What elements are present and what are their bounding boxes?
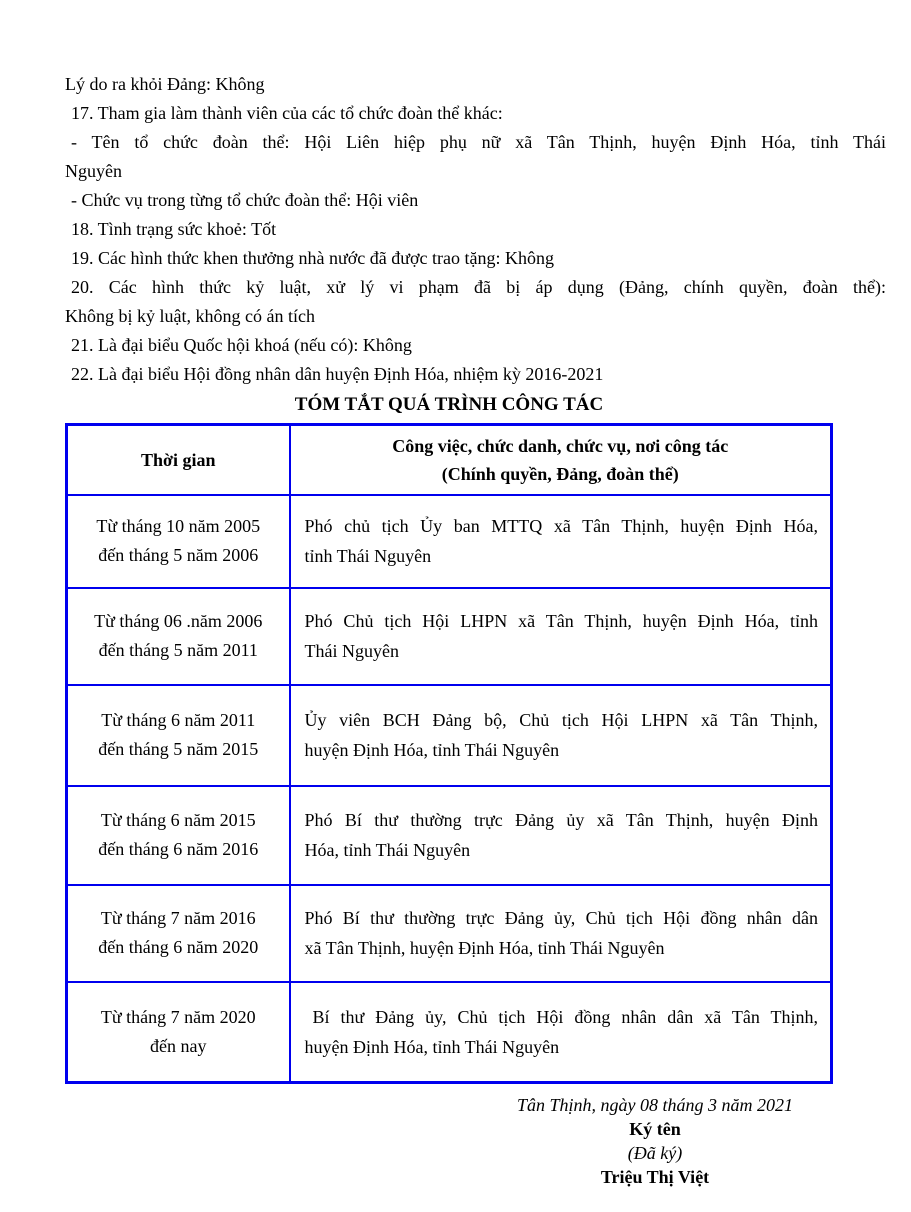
period-cell <box>67 982 290 1083</box>
job-line-1: Ủy viên BCH Đảng bộ, Chủ tịch Hội LHPN xã Tân Thịnh, <box>304 710 818 730</box>
job-line-2: huyện Định Hóa, tỉnh Thái Nguyên <box>304 1036 560 1057</box>
line-item-18-health: 18. Tình trạng sức khoẻ: Tốt <box>71 219 277 239</box>
period-cell <box>67 685 290 786</box>
table-row <box>67 786 832 885</box>
line-item-17-org-name: - Tên tổ chức đoàn thể: Hội Liên hiệp phụ nữ xã Tân Thịnh, huyện Định Hóa, tỉnh Thái <box>71 132 886 152</box>
line-item-17: 17. Tham gia làm thành viên của các tổ chức đoàn thể khác: <box>71 103 503 123</box>
period-line-2: đến tháng 5 năm 2006 <box>98 545 259 565</box>
job-cell <box>290 786 832 885</box>
signature-label: Ký tên <box>629 1119 681 1139</box>
header-cell-job <box>290 425 832 495</box>
table-header-row <box>67 425 832 495</box>
period-line-1: Từ tháng 7 năm 2016 <box>100 908 256 928</box>
table-row <box>67 885 832 982</box>
table-row <box>67 685 832 786</box>
period-line-1: Từ tháng 6 năm 2015 <box>100 810 256 830</box>
line-item-22-peoples-council: 22. Là đại biểu Hội đồng nhân dân huyện Định Hóa, nhiệm kỳ 2016-2021 <box>71 364 604 384</box>
career-summary-table <box>65 423 833 1084</box>
job-line-2: huyện Định Hóa, tỉnh Thái Nguyên <box>304 740 560 760</box>
period-cell <box>67 885 290 982</box>
signature-signed-note: (Đã ký) <box>627 1143 683 1163</box>
signature-place-date: Tân Thịnh, ngày 08 tháng 3 năm 2021 <box>516 1095 793 1115</box>
table-row <box>67 495 832 588</box>
header-job-line-1: Công việc, chức danh, chức vụ, nơi công tác <box>392 435 729 456</box>
line-item-19-awards: 19. Các hình thức khen thưởng nhà nước đã được trao tặng: Không <box>71 248 554 268</box>
period-line-1: Từ tháng 7 năm 2020 <box>100 1006 256 1027</box>
job-cell <box>290 495 832 588</box>
period-line-2: đến tháng 6 năm 2020 <box>98 937 259 957</box>
period-line-1: Từ tháng 10 năm 2005 <box>96 516 261 536</box>
period-line-2: đến tháng 5 năm 2015 <box>98 739 259 759</box>
signature-block <box>455 1093 855 1189</box>
line-item-21-national-assembly: 21. Là đại biểu Quốc hội khoá (nếu có): Không <box>71 335 412 355</box>
period-line-2: đến tháng 5 năm 2011 <box>98 640 258 660</box>
period-line-1: Từ tháng 6 năm 2011 <box>101 710 256 730</box>
header-job-line-2: (Chính quyền, Đảng, đoàn thể) <box>441 463 679 484</box>
period-cell <box>67 588 290 685</box>
job-line-2: Hóa, tỉnh Thái Nguyên <box>304 840 471 860</box>
period-line-2: đến tháng 6 năm 2016 <box>98 839 259 859</box>
line-item-17-org-name-cont: Nguyên <box>65 161 122 181</box>
job-cell <box>290 982 832 1083</box>
job-line-1: Phó Bí thư thường trực Đảng ủy xã Tân Thịnh, huyện Định <box>304 810 818 830</box>
job-cell <box>290 588 832 685</box>
period-line-1: Từ tháng 06 .năm 2006 <box>94 611 263 631</box>
line-item-17-role: - Chức vụ trong từng tổ chức đoàn thể: Hội viên <box>71 190 419 210</box>
job-cell <box>290 685 832 786</box>
section-title: TÓM TẮT QUÁ TRÌNH CÔNG TÁC <box>294 394 604 415</box>
table-row <box>67 982 832 1083</box>
line-item-20-discipline: 20. Các hình thức kỷ luật, xử lý vi phạm đã bị áp dụng (Đảng, chính quyền, đoàn thể): <box>71 277 886 297</box>
job-line-2: tỉnh Thái Nguyên <box>304 546 432 566</box>
period-cell <box>67 786 290 885</box>
job-line-2: xã Tân Thịnh, huyện Định Hóa, tỉnh Thái Nguyên <box>304 938 665 958</box>
header-cell-time: Thời gian <box>67 425 290 495</box>
period-line-2: đến nay <box>150 1035 207 1056</box>
line-reason-leaving-party: Lý do ra khỏi Đảng: Không <box>65 74 265 94</box>
signature-signer-name: Triệu Thị Việt <box>600 1167 710 1187</box>
job-line-1: Phó chủ tịch Ủy ban MTTQ xã Tân Thịnh, huyện Định Hóa, <box>304 516 818 536</box>
job-cell <box>290 885 832 982</box>
job-line-1: Phó Bí thư thường trực Đảng ủy, Chủ tịch Hội đồng nhân dân <box>304 908 818 928</box>
job-line-1: Phó Chủ tịch Hội LHPN xã Tân Thịnh, huyện Định Hóa, tỉnh <box>304 611 818 631</box>
line-item-20-discipline-cont: Không bị kỷ luật, không có án tích <box>65 306 315 326</box>
job-line-2: Thái Nguyên <box>304 641 399 661</box>
period-cell <box>67 495 290 588</box>
job-line-1: Bí thư Đảng ủy, Chủ tịch Hội đồng nhân dân xã Tân Thịnh, <box>312 1006 818 1027</box>
table-row <box>67 588 832 685</box>
